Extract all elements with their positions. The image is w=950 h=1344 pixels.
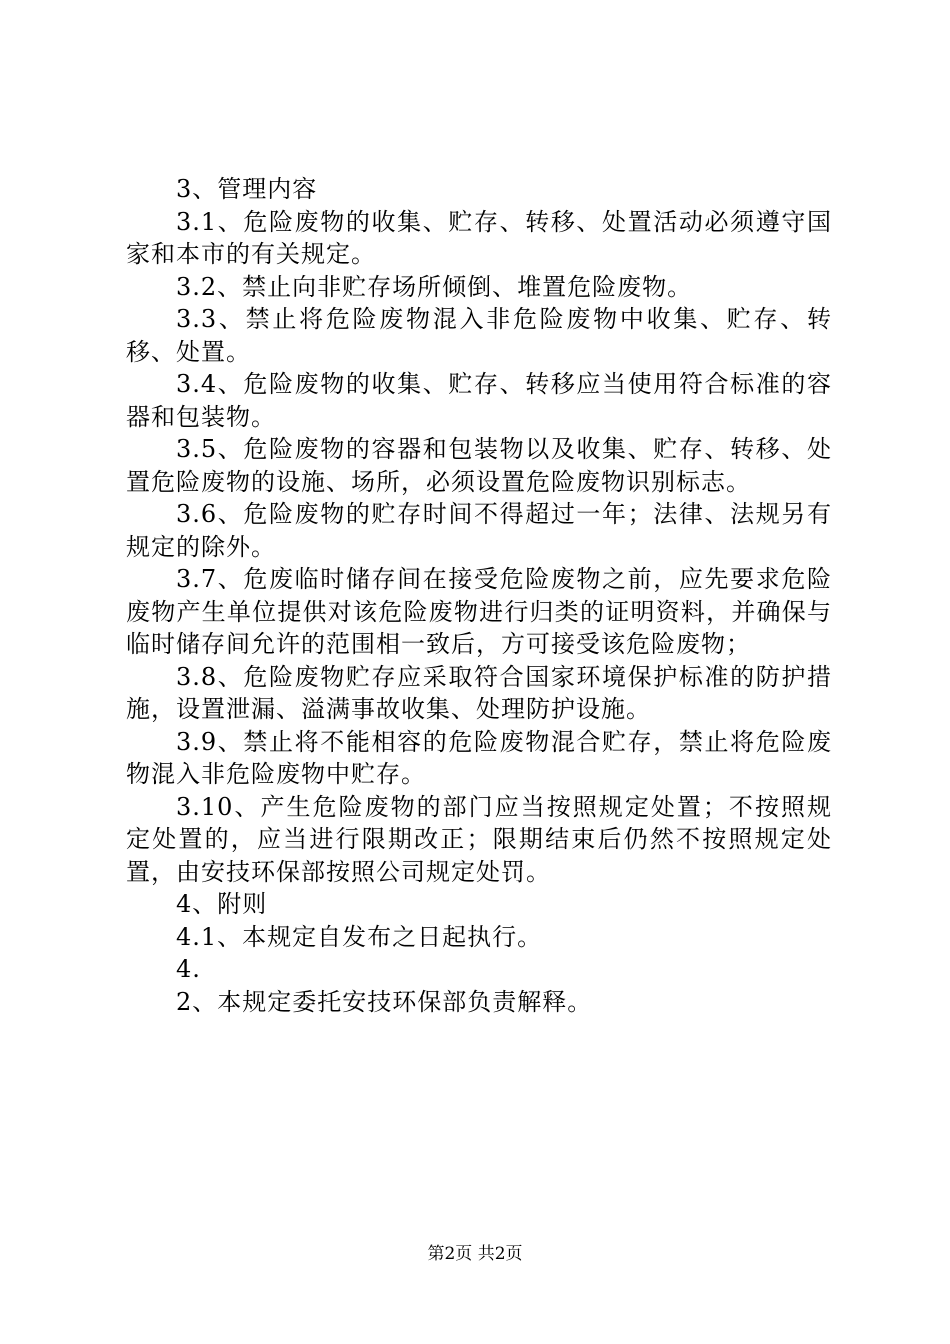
clause-3-3: 3.3、禁止将危险废物混入非危险废物中收集、贮存、转移、处置。 [126,305,832,366]
section-heading-appendix: 4、附则 [176,890,268,918]
clause-3-1: 3.1、危险废物的收集、贮存、转移、处置活动必须遵守国家和本市的有关规定。 [126,207,832,268]
clause-4-prefix: 4. [176,955,201,983]
page-footer: 第2页 共2页 [427,1244,523,1264]
document-body [126,173,832,1018]
clause-3-6: 3.6、危险废物的贮存时间不得超过一年；法律、法规另有规定的除外。 [126,500,832,561]
clause-4-1: 4.1、本规定自发布之日起执行。 [176,922,543,951]
clause-3-8: 3.8、危险废物贮存应采取符合国家环境保护标准的防护措施，设置泄漏、溢满事故收集、处理防护设施。 [126,662,832,723]
clause-3-5: 3.5、危险废物的容器和包装物以及收集、贮存、转移、处置危险废物的设施、场所，必须设置危险废物识别标志。 [126,435,832,496]
section-heading-management: 3、管理内容 [176,175,318,203]
clause-3-9: 3.9、禁止将不能相容的危险废物混合贮存，禁止将危险废物混入非危险废物中贮存。 [126,727,832,788]
clause-3-2: 3.2、禁止向非贮存场所倾倒、堆置危险废物。 [176,272,693,301]
clause-3-7: 3.7、危废临时储存间在接受危险废物之前，应先要求危险废物产生单位提供对该危险废物进行归类的证明资料，并确保与临时储存间允许的范围相一致后，方可接受该危险废物； [126,565,832,658]
clause-3-10: 3.10、产生危险废物的部门应当按照规定处置；不按照规定处置的，应当进行限期改正；限期结束后仍然不按照规定处置，由安技环保部按照公司规定处罚。 [126,792,832,886]
clause-3-4: 3.4、危险废物的收集、贮存、转移应当使用符合标准的容器和包装物。 [126,370,832,431]
clause-4-2: 2、本规定委托安技环保部负责解释。 [176,987,593,1016]
